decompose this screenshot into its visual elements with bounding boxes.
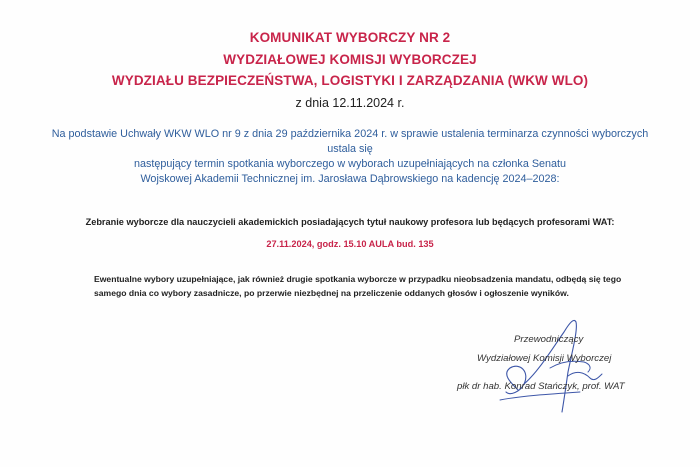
intro-line-2: ustala się [327, 143, 373, 155]
commission-title: WYDZIAŁOWEJ KOMISJI WYBORCZEJ [223, 52, 477, 67]
signatory-name: płk dr hab. Konrad Stańczyk, prof. WAT [457, 381, 625, 392]
faculty-title: WYDZIAŁU BEZPIECZEŃSTWA, LOGISTYKI I ZARZĄDZANIA (WKW WLO) [111, 73, 589, 88]
signatory-role: Przewodniczący [514, 334, 584, 345]
handwritten-signature [480, 312, 630, 422]
additional-elections-note: Ewentualne wybory uzupełniające, jak również drugie spotkania wyborcze w przypadku nieobsadzenia mandatu, odbędą się tego samego dnia co wybory zasadnicze, po przerwie niezbędnej na przeliczenie oddanych głosów i ogłoszenie wyników. [94, 274, 622, 298]
meeting-datetime: 27.11.2024, godz. 15.10 AULA bud. 135 [266, 239, 434, 249]
intro-line-4: Wojskowej Akademii Technicznej im. Jarosława Dąbrowskiego na kadencję 2024–2028: [140, 173, 560, 185]
signatory-body: Wydziałowej Komisji Wyborczej [477, 353, 612, 364]
communique-title: KOMUNIKAT WYBORCZY NR 2 [249, 30, 451, 45]
intro-line-1: Na podstawie Uchwały WKW WLO nr 9 z dnia 29 października 2024 r. w sprawie ustalenia terminarza czynności wyborczych [51, 128, 649, 140]
meeting-description: Zebranie wyborcze dla nauczycieli akademickich posiadających tytuł naukowy profesora lub będących profesorami WAT: [85, 217, 615, 227]
issue-date: z dnia 12.11.2024 r. [295, 96, 405, 110]
intro-line-3: następujący termin spotkania wyborczego w wyborach uzupełniających na członka Senatu [133, 158, 567, 170]
